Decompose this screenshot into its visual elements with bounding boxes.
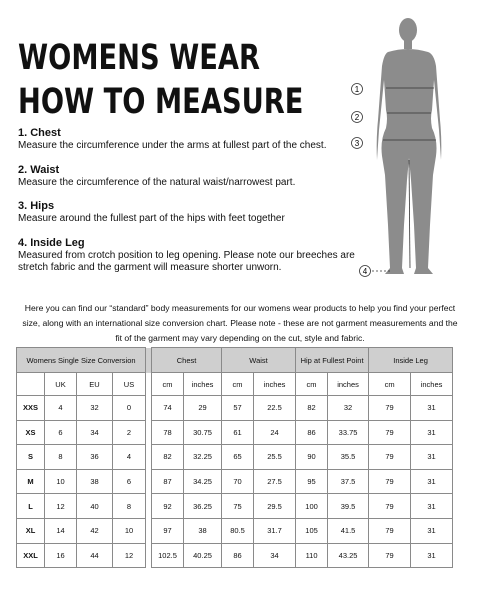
column-header: cm bbox=[296, 373, 328, 396]
table-cell: 105 bbox=[296, 518, 328, 543]
marker-4 bbox=[360, 266, 371, 277]
table-cell: 79 bbox=[369, 494, 411, 519]
column-header: cm bbox=[222, 373, 254, 396]
table-cell: 32 bbox=[77, 396, 113, 421]
svg-text:2: 2 bbox=[354, 113, 360, 122]
table-cell: 31 bbox=[411, 543, 453, 568]
table-cell: 44 bbox=[77, 543, 113, 568]
table-cell: 10 bbox=[113, 518, 146, 543]
column-header: UK bbox=[45, 373, 77, 396]
table-row bbox=[17, 469, 453, 494]
table-cell: 10 bbox=[45, 469, 77, 494]
table-cell: 75 bbox=[222, 494, 254, 519]
table-row bbox=[17, 518, 453, 543]
column-header: EU bbox=[77, 373, 113, 396]
table-cell: 31 bbox=[411, 469, 453, 494]
table-cell: 87 bbox=[152, 469, 184, 494]
section-inside-leg bbox=[18, 237, 363, 275]
table-cell: 12 bbox=[113, 543, 146, 568]
table-cell: 79 bbox=[369, 445, 411, 470]
table-cell: 74 bbox=[152, 396, 184, 421]
section-heading: 3. Hips bbox=[18, 200, 55, 212]
table-cell: 31.7 bbox=[254, 518, 296, 543]
table-cell: 29 bbox=[184, 396, 222, 421]
size-label-cell: S bbox=[17, 445, 45, 470]
page-title bbox=[18, 36, 303, 124]
title-line-2: HOW TO MEASURE bbox=[18, 82, 304, 122]
table-cell: 41.5 bbox=[328, 518, 369, 543]
table-row bbox=[17, 420, 453, 445]
sub-header-row bbox=[17, 373, 453, 396]
section-text: Measure around the fullest part of the hips with feet together bbox=[18, 213, 285, 224]
table-cell: 82 bbox=[296, 396, 328, 421]
table-cell: 65 bbox=[222, 445, 254, 470]
table-cell: 39.5 bbox=[328, 494, 369, 519]
table-row bbox=[17, 396, 453, 421]
marker-3 bbox=[352, 138, 363, 149]
table-cell: 86 bbox=[296, 420, 328, 445]
column-header: inches bbox=[411, 373, 453, 396]
table-cell: 38 bbox=[77, 469, 113, 494]
table-cell: 31 bbox=[411, 518, 453, 543]
column-header: inches bbox=[254, 373, 296, 396]
column-header: cm bbox=[369, 373, 411, 396]
group-header-row bbox=[17, 348, 453, 373]
table-cell: 80.5 bbox=[222, 518, 254, 543]
size-label-cell: M bbox=[17, 469, 45, 494]
table-cell: 79 bbox=[369, 420, 411, 445]
table-cell: 31 bbox=[411, 445, 453, 470]
table-cell: 40.25 bbox=[184, 543, 222, 568]
table-cell: 86 bbox=[222, 543, 254, 568]
table-cell: 25.5 bbox=[254, 445, 296, 470]
column-header: inches bbox=[184, 373, 222, 396]
section-text: Measure the circumference under the arms at fullest part of the chest. bbox=[18, 140, 327, 151]
group-header-conversion: Womens Single Size Conversion bbox=[17, 348, 146, 373]
table-cell: 82 bbox=[152, 445, 184, 470]
table-cell: 31 bbox=[411, 420, 453, 445]
size-rows bbox=[17, 396, 453, 568]
size-label-cell: L bbox=[17, 494, 45, 519]
section-heading: 1. Chest bbox=[18, 127, 61, 139]
svg-text:3: 3 bbox=[354, 139, 360, 148]
intro-paragraph: Here you can find our “standard” body measurements for our womens wear products to help you find your perfect size, along with an international size conversion chart. Please note - these are not garment measurements and the fit of the garment may vary depending on the cut, style and fabric. bbox=[22, 302, 458, 343]
table-cell: 38 bbox=[184, 518, 222, 543]
table-cell: 35.5 bbox=[328, 445, 369, 470]
table-cell: 29.5 bbox=[254, 494, 296, 519]
table-cell: 79 bbox=[369, 396, 411, 421]
svg-text:1: 1 bbox=[354, 85, 360, 94]
section-chest bbox=[18, 127, 363, 153]
table-cell: 79 bbox=[369, 469, 411, 494]
table-cell: 78 bbox=[152, 420, 184, 445]
table-cell: 40 bbox=[77, 494, 113, 519]
table-cell: 34 bbox=[254, 543, 296, 568]
table-cell: 6 bbox=[113, 469, 146, 494]
table-cell: 4 bbox=[113, 445, 146, 470]
group-header-inside-leg: Inside Leg bbox=[369, 348, 453, 373]
table-cell: 12 bbox=[45, 494, 77, 519]
table-cell: 97 bbox=[152, 518, 184, 543]
table-cell: 42 bbox=[77, 518, 113, 543]
table-cell: 79 bbox=[369, 518, 411, 543]
section-waist bbox=[18, 164, 363, 190]
section-text: Measure the circumference of the natural waist/narrowest part. bbox=[18, 176, 296, 188]
group-header-hip: Hip at Fullest Point bbox=[296, 348, 369, 373]
column-header: US bbox=[113, 373, 146, 396]
table-cell: 57 bbox=[222, 396, 254, 421]
table-cell: 95 bbox=[296, 469, 328, 494]
table-cell: 43.25 bbox=[328, 543, 369, 568]
table-row bbox=[17, 494, 453, 519]
marker-2 bbox=[352, 112, 363, 123]
table-row bbox=[17, 445, 453, 470]
table-cell: 92 bbox=[152, 494, 184, 519]
marker-1 bbox=[352, 84, 363, 95]
body-silhouette-figure bbox=[350, 10, 470, 290]
table-cell: 70 bbox=[222, 469, 254, 494]
table-cell: 14 bbox=[45, 518, 77, 543]
table-cell: 90 bbox=[296, 445, 328, 470]
table-cell: 100 bbox=[296, 494, 328, 519]
column-header: inches bbox=[328, 373, 369, 396]
table-cell: 32.25 bbox=[184, 445, 222, 470]
table-cell: 8 bbox=[45, 445, 77, 470]
body-silhouette-icon bbox=[377, 18, 442, 274]
table-cell: 16 bbox=[45, 543, 77, 568]
section-heading: 4. Inside Leg bbox=[18, 236, 85, 249]
group-header-waist: Waist bbox=[222, 348, 296, 373]
table-cell: 8 bbox=[113, 494, 146, 519]
size-chart-table bbox=[16, 347, 453, 568]
size-label-cell: XS bbox=[17, 420, 45, 445]
table-cell: 0 bbox=[113, 396, 146, 421]
table-cell: 4 bbox=[45, 396, 77, 421]
table-cell: 27.5 bbox=[254, 469, 296, 494]
column-header: cm bbox=[152, 373, 184, 396]
table-cell: 24 bbox=[254, 420, 296, 445]
table-cell: 33.75 bbox=[328, 420, 369, 445]
table-cell: 36.25 bbox=[184, 494, 222, 519]
section-text: Measured from crotch position to leg opening. Please note our breeches are stretch fabric and the garment will measure shorter unworn. bbox=[18, 249, 355, 273]
size-label-cell: XXS bbox=[17, 396, 45, 421]
table-cell: 34.25 bbox=[184, 469, 222, 494]
table-cell: 102.5 bbox=[152, 543, 184, 568]
table-cell: 30.75 bbox=[184, 420, 222, 445]
svg-text:4: 4 bbox=[362, 267, 368, 276]
table-cell: 37.5 bbox=[328, 469, 369, 494]
size-label-cell: XXL bbox=[17, 543, 45, 568]
table-cell: 6 bbox=[45, 420, 77, 445]
table-cell: 31 bbox=[411, 494, 453, 519]
table-cell: 22.5 bbox=[254, 396, 296, 421]
table-cell: 2 bbox=[113, 420, 146, 445]
column-header bbox=[17, 373, 45, 396]
section-heading: 2. Waist bbox=[18, 163, 60, 176]
title-line-1: WOMENS WEAR bbox=[18, 38, 261, 78]
section-hips bbox=[18, 200, 363, 226]
table-cell: 110 bbox=[296, 543, 328, 568]
table-cell: 36 bbox=[77, 445, 113, 470]
table-cell: 61 bbox=[222, 420, 254, 445]
table-cell: 79 bbox=[369, 543, 411, 568]
measurement-sections bbox=[18, 127, 363, 286]
table-cell: 32 bbox=[328, 396, 369, 421]
group-header-chest: Chest bbox=[152, 348, 222, 373]
table-cell: 31 bbox=[411, 396, 453, 421]
size-label-cell: XL bbox=[17, 518, 45, 543]
table-cell: 34 bbox=[77, 420, 113, 445]
table-row bbox=[17, 543, 453, 568]
